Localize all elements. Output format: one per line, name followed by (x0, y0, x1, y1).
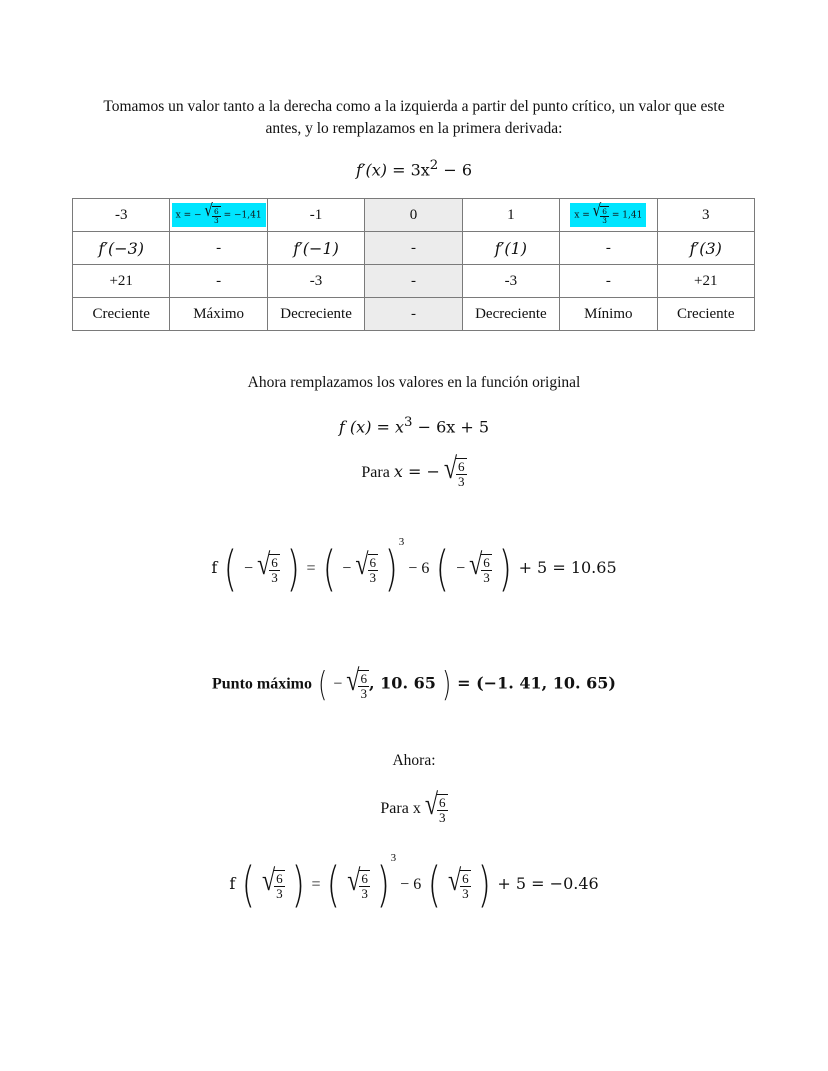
frac-num: 6 (458, 459, 465, 474)
sqrt-symbol: √ $\frac{6}{3}$ (257, 548, 278, 585)
eq-minus: − (244, 560, 254, 577)
table-cell: -1 (267, 199, 364, 232)
eq-f: f (211, 558, 218, 577)
cell-text: f′(3) (689, 238, 722, 258)
frac-num: 6 (462, 871, 469, 887)
table-cell: 3 (657, 199, 754, 232)
table-cell (657, 232, 754, 265)
table-cell: - (560, 265, 657, 298)
para-x: x = − (393, 461, 440, 481)
frac-den: 3 (369, 569, 377, 585)
table-cell: - (560, 232, 657, 265)
right-paren: ) (498, 541, 512, 598)
original-function (0, 415, 828, 436)
table-cell: - (170, 265, 267, 298)
frac-den: 3 (483, 569, 490, 585)
table-cell: Máximo (170, 298, 267, 331)
table-cell: -3 (462, 265, 559, 298)
sign-table (72, 198, 755, 331)
table-cell-critical-right (560, 199, 657, 232)
table-row (73, 265, 755, 298)
highlight-critical-left (172, 200, 266, 227)
table-cell: Mínimo (560, 298, 657, 331)
left-paren: ( (322, 541, 336, 598)
table-cell: 1 (462, 199, 559, 232)
frac-num: 6 (439, 795, 446, 810)
right-paren: ) (384, 541, 398, 598)
frac-den: 3 (361, 885, 368, 901)
para-negative (0, 452, 828, 489)
table-cell (73, 232, 170, 265)
table-cell (267, 232, 364, 265)
table-cell: 0 (365, 199, 462, 232)
eq-six: − 6 (400, 876, 422, 893)
function-exp: 3 (404, 415, 413, 430)
eq-tail: + 5 = −0.46 (497, 874, 599, 893)
table-row (73, 232, 755, 265)
table-cell: - (365, 232, 462, 265)
para-positive (0, 788, 828, 825)
derivative-eq: = 3x (387, 160, 430, 180)
table-cell: - (170, 232, 267, 265)
intro-line-2: antes, y lo remplazamos en la primera derivada: (265, 120, 563, 137)
frac-num: 6 (271, 555, 278, 571)
sqrt-symbol: √ $\frac{6}{3}$ (261, 864, 283, 901)
derivative-lhs: f′(x) (355, 160, 388, 180)
frac-den: 3 (439, 809, 446, 825)
eq-equals: = (311, 876, 321, 893)
frac-den: 3 (276, 885, 283, 901)
section-text: Ahora remplazamos los valores en la función original (247, 374, 581, 391)
frac-num: 6 (602, 206, 607, 216)
frac-den: 3 (458, 473, 465, 489)
sqrt-symbol: √ $\frac{6}{3}$ (204, 200, 219, 225)
table-cell (462, 232, 559, 265)
left-paren: ( (436, 541, 450, 598)
hl-suffix: = 1,41 (611, 210, 643, 221)
table-cell: -3 (73, 199, 170, 232)
table-cell-critical-left (170, 199, 267, 232)
intro-line-1: Tomamos un valor tanto a la derecha como a la izquierda a partir del punto crítico, un valor que este (103, 98, 725, 115)
right-paren: ) (376, 857, 390, 914)
maximo-result: = (−1. 41, 10. 65) (457, 673, 616, 693)
cell-text: f′(−3) (98, 238, 145, 258)
frac-num: 6 (369, 555, 377, 571)
equation-positive (0, 852, 828, 914)
frac-den: 3 (360, 685, 368, 701)
ahora-text: Ahora: (392, 752, 436, 769)
sqrt-symbol: √ $\frac{6}{3}$ (447, 864, 469, 901)
left-paren: ( (428, 857, 442, 914)
table-cell: Decreciente (267, 298, 364, 331)
frac-num: 6 (361, 871, 368, 887)
eq-six: − 6 (408, 560, 430, 577)
derivative-exp: 2 (429, 158, 439, 173)
hl-suffix: = −1,41 (223, 210, 262, 221)
table-cell: Creciente (73, 298, 170, 331)
left-paren: ( (317, 665, 328, 705)
function-lhs: f (x) = x (338, 417, 405, 437)
highlight-critical-right (570, 200, 646, 227)
left-paren: ( (242, 857, 256, 914)
right-paren: ) (441, 665, 452, 705)
eq-tail: + 5 = 10.65 (518, 558, 617, 577)
eq-minus: − (456, 560, 466, 577)
left-paren: ( (327, 857, 341, 914)
table-cell: +21 (657, 265, 754, 298)
sqrt-symbol: √ $\frac{6}{3}$ (346, 664, 368, 701)
frac-den: 3 (214, 215, 219, 225)
cell-text: f′(1) (494, 238, 527, 258)
frac-den: 3 (462, 885, 469, 901)
sqrt-symbol: √ $\frac{6}{3}$ (443, 452, 465, 489)
frac-num: 6 (214, 206, 219, 216)
para-label: Para x (380, 799, 421, 817)
sqrt-symbol: √ $\frac{6}{3}$ (592, 200, 607, 225)
derivative-formula (0, 158, 828, 179)
table-cell: - (365, 265, 462, 298)
table-cell: - (365, 298, 462, 331)
sqrt-symbol: √ $\frac{6}{3}$ (355, 548, 377, 585)
table-cell: Decreciente (462, 298, 559, 331)
eq-minus: − (342, 560, 352, 577)
maximo-value: , 10. 65 (369, 673, 436, 693)
cell-text: f′(−1) (293, 238, 339, 258)
frac-num: 6 (483, 555, 490, 571)
frac-den: 3 (602, 215, 607, 225)
hl-prefix: x = (574, 210, 590, 221)
function-rest: − 6x + 5 (412, 417, 490, 437)
right-paren: ) (477, 857, 491, 914)
frac-num: 6 (360, 670, 368, 686)
equation-negative (0, 536, 828, 598)
frac-den: 3 (271, 569, 278, 585)
derivative-rest: − 6 (438, 160, 473, 180)
eq-f: f (229, 874, 236, 893)
eq-exp: 3 (390, 852, 397, 864)
punto-maximo: Punto máximo ( − √ $\frac{6}{3}$ , 10. 65 ) = (−1. 41, 10. 65) (212, 664, 616, 705)
sqrt-symbol: √ $\frac{6}{3}$ (424, 788, 446, 825)
frac-num: 6 (276, 871, 283, 887)
table-cell: Creciente (657, 298, 754, 331)
sqrt-symbol: √ $\frac{6}{3}$ (469, 548, 490, 585)
para-label: Para (361, 463, 390, 481)
hl-prefix: x = − (175, 210, 202, 221)
left-paren: ( (224, 541, 238, 598)
table-cell: -3 (267, 265, 364, 298)
intro-paragraph (0, 96, 828, 140)
right-paren: ) (291, 857, 305, 914)
sqrt-symbol: √ $\frac{6}{3}$ (347, 864, 368, 901)
maximo-label: Punto máximo (212, 675, 312, 693)
table-row (73, 298, 755, 331)
table-row (73, 199, 755, 232)
table-cell: +21 (73, 265, 170, 298)
eq-equals: = (306, 560, 316, 577)
eq-exp: 3 (398, 536, 405, 548)
right-paren: ) (286, 541, 300, 598)
